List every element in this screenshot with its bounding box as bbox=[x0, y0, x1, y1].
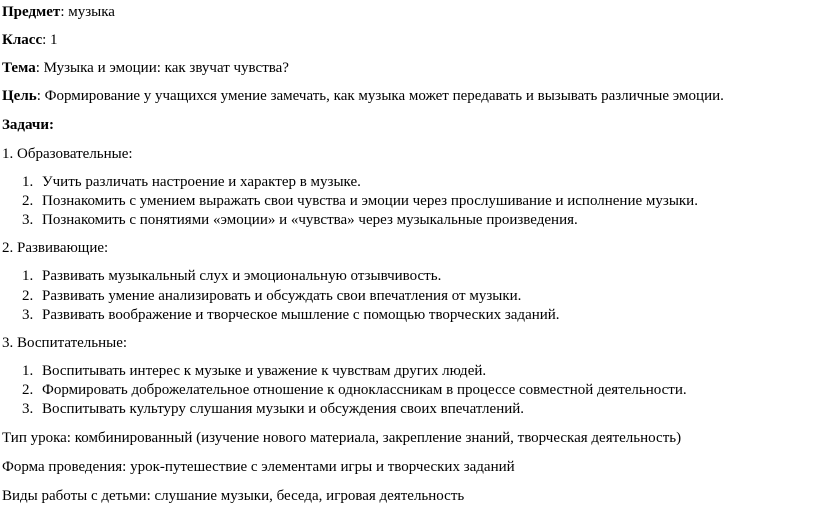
section-title-developing: 2. Развивающие: bbox=[2, 240, 109, 256]
list-item bbox=[22, 400, 524, 418]
goal-line bbox=[2, 87, 724, 105]
goal-value: : Формирование у учащихся умение замечать, как музыка может передавать и вызывать различные эмоции. bbox=[36, 88, 724, 104]
list-item-number: 2. bbox=[22, 193, 34, 209]
list-item-text: Развивать умение анализировать и обсуждать свои впечатления от музыки. bbox=[42, 288, 522, 304]
list-item bbox=[22, 192, 698, 210]
subject-line bbox=[2, 3, 115, 21]
list-item-text: Воспитывать культуру слушания музыки и обсуждения своих впечатлений. bbox=[42, 401, 525, 417]
list-item-number: 1. bbox=[22, 363, 34, 379]
list-item-text: Развивать воображение и творческое мышление с помощью творческих заданий. bbox=[42, 307, 560, 323]
section-title-upbringing: 3. Воспитательные: bbox=[2, 335, 128, 351]
list-item-number: 3. bbox=[22, 212, 34, 228]
list-item bbox=[22, 211, 578, 229]
list-item-number: 2. bbox=[22, 382, 34, 398]
list-item bbox=[22, 287, 521, 305]
list-item-number: 3. bbox=[22, 401, 34, 417]
grade-line bbox=[2, 31, 58, 49]
grade-value: : 1 bbox=[42, 32, 58, 48]
subject-value: : музыка bbox=[60, 4, 115, 20]
work-types-line: Виды работы с детьми: слушание музыки, беседа, игровая деятельность bbox=[2, 488, 465, 504]
topic-line bbox=[2, 59, 289, 77]
list-item-number: 2. bbox=[22, 288, 34, 304]
list-item-text: Познакомить с понятиями «эмоции» и «чувства» через музыкальные произведения. bbox=[42, 212, 578, 228]
list-item bbox=[22, 306, 560, 324]
tasks-heading: Задачи: bbox=[2, 117, 55, 133]
list-item-text: Учить различать настроение и характер в музыке. bbox=[42, 174, 361, 190]
list-item-number: 3. bbox=[22, 307, 34, 323]
topic-label: Тема bbox=[2, 60, 36, 76]
list-item-text: Познакомить с умением выражать свои чувства и эмоции через прослушивание и исполнение музыки. bbox=[42, 193, 698, 209]
list-item-text: Воспитывать интерес к музыке и уважение к чувствам других людей. bbox=[42, 363, 487, 379]
list-item-text: Развивать музыкальный слух и эмоциональную отзывчивость. bbox=[42, 268, 442, 284]
subject-label: Предмет bbox=[2, 4, 61, 20]
list-item-number: 1. bbox=[22, 174, 34, 190]
list-item-number: 1. bbox=[22, 268, 34, 284]
list-item-text: Формировать доброжелательное отношение к одноклассникам в процессе совместной деятельности. bbox=[42, 382, 687, 398]
topic-value: : Музыка и эмоции: как звучат чувства? bbox=[35, 60, 289, 76]
list-item bbox=[22, 381, 687, 399]
list-item bbox=[22, 362, 486, 380]
list-item bbox=[22, 267, 441, 285]
grade-label: Класс bbox=[2, 32, 43, 48]
goal-label: Цель bbox=[2, 88, 37, 104]
list-item bbox=[22, 173, 361, 191]
lesson-type-line: Тип урока: комбинированный (изучение нового материала, закрепление знаний, творческая деятельность) bbox=[2, 430, 682, 446]
lesson-form-line: Форма проведения: урок-путешествие с элементами игры и творческих заданий bbox=[2, 459, 515, 475]
section-title-educational: 1. Образовательные: bbox=[2, 146, 133, 162]
